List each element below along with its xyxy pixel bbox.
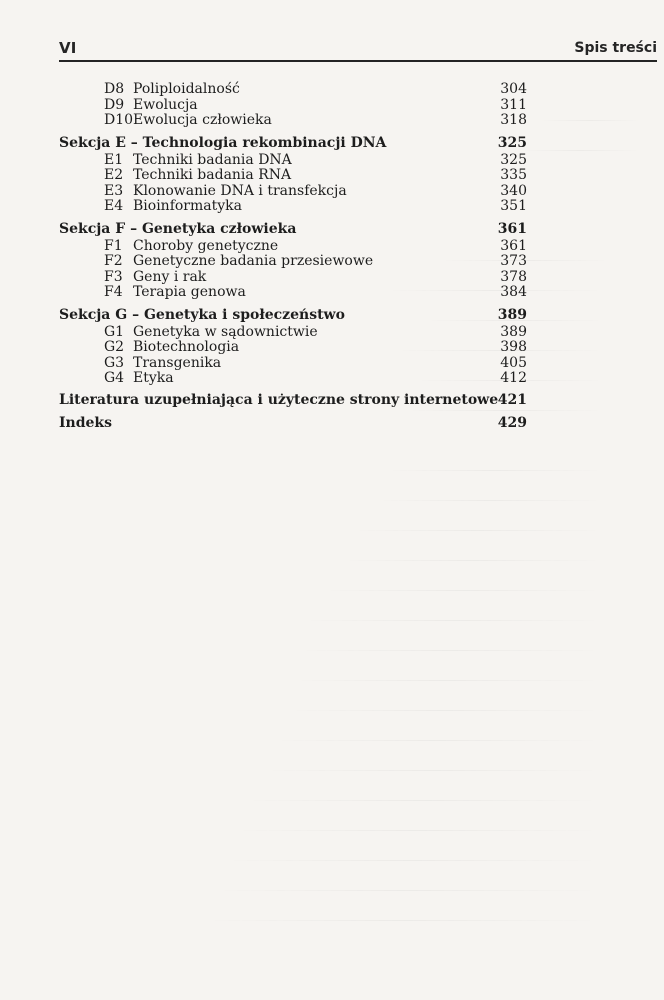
toc-entry-page: 311 xyxy=(500,96,527,113)
toc-entry-page: 304 xyxy=(500,81,527,97)
toc-entry-code: F4 xyxy=(104,284,123,300)
toc-section-page: 325 xyxy=(497,134,527,151)
toc-entry-page: 384 xyxy=(500,284,527,300)
toc-entry-f3 xyxy=(59,270,527,286)
toc-entry-e1 xyxy=(59,153,527,169)
toc-entry-code: D9 xyxy=(104,96,125,113)
toc-entry-title: Genetyka w sądownictwie xyxy=(133,323,318,340)
toc-entry-page: 373 xyxy=(500,253,527,269)
toc-section-literature xyxy=(59,393,527,410)
toc-entry-title: Ewolucja xyxy=(133,96,198,113)
toc-entry-f4 xyxy=(59,285,527,301)
toc-section-title: Sekcja E – Technologia rekombinacji DNA xyxy=(59,134,387,151)
toc-entry-title: Geny i rak xyxy=(133,268,207,285)
toc-entry-code: E3 xyxy=(104,182,124,199)
toc-entry-f2 xyxy=(59,254,527,270)
toc-entry-title: Techniki badania RNA xyxy=(133,167,292,183)
toc-entry-page: 340 xyxy=(500,182,527,199)
toc-entry-code: D10 xyxy=(104,112,134,128)
toc-entry-page: 325 xyxy=(500,151,527,168)
toc-entry-code: F1 xyxy=(104,237,123,254)
toc-entry-code: G1 xyxy=(104,323,125,340)
toc-entry-code: F3 xyxy=(104,268,123,285)
toc-section-g xyxy=(59,308,527,325)
toc-entry-code: G2 xyxy=(104,339,125,355)
toc-entry-code: G4 xyxy=(104,370,125,386)
toc-entry-f1 xyxy=(59,239,527,255)
toc-entry-d9 xyxy=(59,98,527,114)
toc-entry-title: Terapia genowa xyxy=(133,284,246,300)
toc-entry-page: 351 xyxy=(500,198,527,214)
toc-entry-title: Biotechnologia xyxy=(133,339,240,355)
toc-section-page: 421 xyxy=(497,391,527,408)
toc-entry-page: 412 xyxy=(500,370,527,386)
toc-entry-e2 xyxy=(59,168,527,184)
toc-entry-code: G3 xyxy=(104,354,125,371)
toc-entry-page: 378 xyxy=(500,268,527,285)
toc-section-page: 429 xyxy=(497,414,527,431)
toc-entry-g2 xyxy=(59,340,527,356)
toc-section-index xyxy=(59,416,527,433)
toc-section-title: Sekcja F – Genetyka człowieka xyxy=(59,220,297,237)
toc-entry-page: 389 xyxy=(500,323,527,340)
toc-entry-e3 xyxy=(59,184,527,200)
toc-entry-title: Ewolucja człowieka xyxy=(133,112,272,128)
toc-entry-code: E2 xyxy=(104,167,124,183)
toc-entry-page: 335 xyxy=(500,167,527,183)
toc-entry-title: Transgenika xyxy=(133,354,222,371)
running-title: Spis treści xyxy=(574,40,657,56)
toc-entry-page: 405 xyxy=(500,354,527,371)
toc-entry-page: 361 xyxy=(500,237,527,254)
toc-entry-title: Genetyczne badania przesiewowe xyxy=(133,253,374,269)
toc-entry-code: E4 xyxy=(104,198,124,214)
toc-section-e xyxy=(59,136,527,153)
toc-entry-title: Bioinformatyka xyxy=(133,198,242,214)
toc-section-title: Indeks xyxy=(59,414,113,431)
toc-entry-page: 318 xyxy=(500,112,527,128)
toc-section-page: 389 xyxy=(497,306,527,323)
toc-entry-page: 398 xyxy=(500,339,527,355)
page-number: VI xyxy=(59,39,77,57)
toc-entry-code: D8 xyxy=(104,81,125,97)
toc-entry-d8 xyxy=(59,82,527,98)
toc-section-title: Sekcja G – Genetyka i społeczeństwo xyxy=(59,306,345,323)
running-header xyxy=(59,40,657,62)
toc-entry-g1 xyxy=(59,325,527,341)
toc-entry-d10 xyxy=(59,113,527,129)
toc-section-title: Literatura uzupełniająca i użyteczne strony internetowe xyxy=(59,391,499,408)
toc-entry-title: Techniki badania DNA xyxy=(133,151,292,168)
toc-entry-title: Choroby genetyczne xyxy=(133,237,279,254)
toc-entry-g3 xyxy=(59,356,527,372)
toc-entry-title: Etyka xyxy=(133,370,174,386)
toc-entry-code: F2 xyxy=(104,253,123,269)
toc-section-f xyxy=(59,222,527,239)
toc-entry-title: Klonowanie DNA i transfekcja xyxy=(133,182,347,199)
toc-section-page: 361 xyxy=(497,220,527,237)
toc-entry-code: E1 xyxy=(104,151,124,168)
table-of-contents xyxy=(59,82,527,433)
toc-entry-e4 xyxy=(59,199,527,215)
toc-entry-title: Poliploidalność xyxy=(133,81,240,97)
toc-entry-g4 xyxy=(59,371,527,387)
